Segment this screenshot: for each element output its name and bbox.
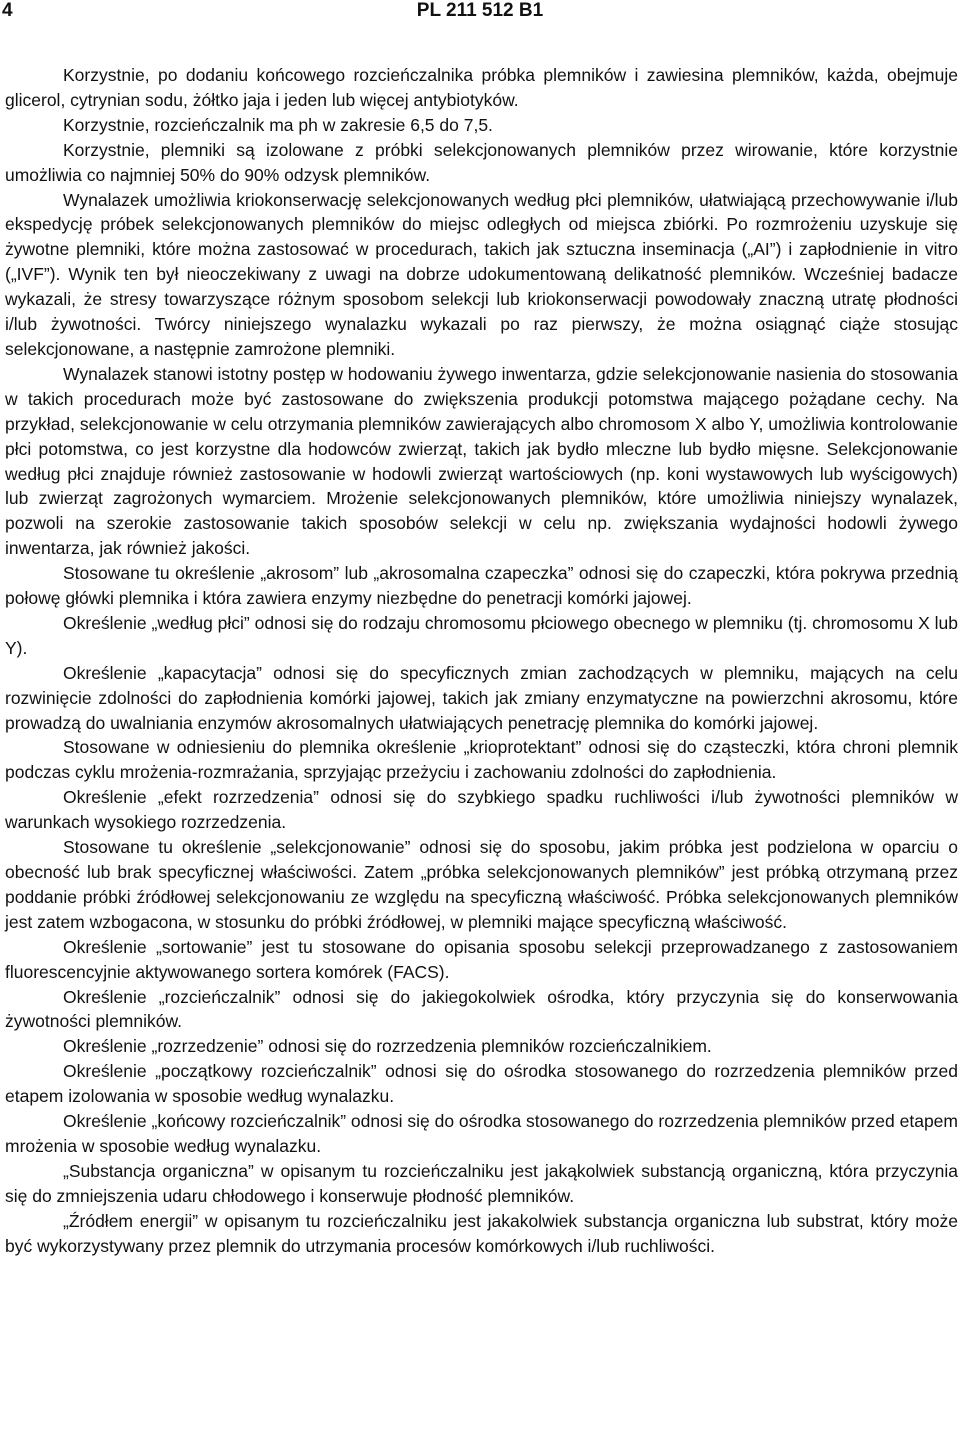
paragraph: Stosowane tu określenie „selekcjonowanie” odnosi się do sposobu, jakim próbka jest podzielona w oparciu o obecność lub brak specyficznej właściwości. Zatem „próbka selekcjonowanych plemników” jest próbką otrzymaną przez poddanie próbki źródłowej selekcjonowaniu ze względu na specyficzną właściwość. Próbka selekcjonowanych plemników jest zatem wzbogacona, w stosunku do próbki źródłowej, w plemniki mające specyficzną właściwość. xyxy=(5,837,958,932)
paragraph: Korzystnie, rozcieńczalnik ma ph w zakresie 6,5 do 7,5. xyxy=(63,114,493,135)
paragraph: Określenie „rozcieńczalnik” odnosi się do jakiegokolwiek ośrodka, który przyczynia się do konserwowania żywotności plemników. xyxy=(5,986,958,1032)
paragraph: Stosowane tu określenie „akrosom” lub „akrosomalna czapeczka” odnosi się do czapeczki, która pokrywa przednią połowę główki plemnika i która zawiera enzymy niezbędne do penetracji komórki jajowej. xyxy=(5,563,958,609)
paragraph: Wynalazek stanowi istotny postęp w hodowaniu żywego inwentarza, gdzie selekcjonowanie nasienia do stosowania w takich procedurach może być zastosowane do zwiększenia produkcji potomstwa mającego pożądane cechy. Na przykład, selekcjonowanie w celu otrzymania plemników zawierających albo chromosom X albo Y, umożliwia kontrolowanie płci potomstwa, co jest korzystne dla hodowców zwierząt, takich jak bydło mleczne lub bydło mięsne. Selekcjonowanie według płci znajduje również zastosowanie w hodowli zwierząt wartościowych (np. koni wystawowych lub wyścigowych) lub zwierząt zagrożonych wymarciem. Mrożenie selekcjonowanych plemników, które umożliwia niniejszy wynalazek, pozwoli na szerokie zastosowanie takich sposobów selekcji w celu np. zwiększania wydajności hodowli żywego inwentarza, jak również jakości. xyxy=(5,363,958,559)
paragraph: „Substancja organiczna” w opisanym tu rozcieńczalniku jest jakąkolwiek substancją organiczną, która przyczynia się do zmniejszenia udaru chłodowego i konserwuje płodność plemników. xyxy=(5,1160,958,1206)
paragraph: Stosowane w odniesieniu do plemnika określenie „krioprotektant” odnosi się do cząsteczki, która chroni plemnik podczas cyklu mrożenia-rozmrażania, sprzyjając przeżyciu i zachowaniu zdolności do zapłodnienia. xyxy=(5,737,958,783)
paragraph: Określenie „według płci” odnosi się do rodzaju chromosomu płciowego obecnego w plemniku (tj. chromosomu X lub Y). xyxy=(5,612,958,658)
paragraph: Określenie „rozrzedzenie” odnosi się do rozrzedzenia plemników rozcieńczalnikiem. xyxy=(63,1036,712,1057)
paragraph: Korzystnie, plemniki są izolowane z próbki selekcjonowanych plemników przez wirowanie, które korzystnie umożliwia co najmniej 50% do 90% odzysk plemników. xyxy=(5,139,958,185)
paragraph: Określenie „kapacytacja” odnosi się do specyficznych zmian zachodzących w plemniku, mających na celu rozwinięcie zdolności do zapłodnienia komórki jajowej, takich jak zmiany enzymatyczne na powierzchni akrosomu, które prowadzą do uwalniania enzymów akrosomalnych ułatwiających penetrację plemnika do komórki jajowej. xyxy=(5,662,958,733)
paragraph: Określenie „końcowy rozcieńczalnik” odnosi się do ośrodka stosowanego do rozrzedzenia plemników przed etapem mrożenia w sposobie według wynalazku. xyxy=(5,1111,958,1156)
paragraph: Określenie „sortowanie” jest tu stosowane do opisania sposobu selekcji przeprowadzanego z zastosowaniem fluorescencyjnie aktywowanego sortera komórek (FACS). xyxy=(5,936,958,982)
document-id: PL 211 512 B1 xyxy=(416,0,544,21)
paragraph: Korzystnie, po dodaniu końcowego rozcieńczalnika próbka plemników i zawiesina plemników, każda, obejmuje glicerol, cytrynian sodu, żółtko jaja i jeden lub więcej antybiotyków. xyxy=(5,65,958,110)
paragraph: Określenie „początkowy rozcieńczalnik” odnosi się do ośrodka stosowanego do rozrzedzenia plemników przed etapem izolowania w sposobie według wynalazku. xyxy=(5,1061,958,1107)
paragraph: „Źródłem energii” w opisanym tu rozcieńczalniku jest jakakolwiek substancja organiczna lub substrat, który może być wykorzystywany przez plemnik do utrzymania procesów komórkowych i/lub ruchliwości. xyxy=(5,1210,958,1256)
document-body xyxy=(5,63,958,1259)
paragraph: Wynalazek umożliwia kriokonserwację selekcjonowanych według płci plemników, ułatwiającą przechowywanie i/lub ekspedycję próbek selekcjonowanych plemników do miejsc odległych od miejsca zbiórki. Po rozmrożeniu uzyskuje się żywotne plemniki, które można zastosować w procedurach, takich jak sztuczna inseminacja („AI”) i zapłodnienie in vitro („IVF”). Wynik ten był nieoczekiwany z uwagi na dobrze udokumentowaną delikatność plemników. Wcześniej badacze wykazali, że stresy towarzyszące różnym sposobom selekcji lub kriokonserwacji powodowały znaczną utratę płodności i/lub żywotności. Twórcy niniejszego wynalazku wykazali po raz pierwszy, że można osiągnąć ciąże stosując selekcjonowane, a następnie zamrożone plemniki. xyxy=(5,189,958,359)
paragraph: Określenie „efekt rozrzedzenia” odnosi się do szybkiego spadku ruchliwości i/lub żywotności plemników w warunkach wysokiego rozrzedzenia. xyxy=(5,787,958,833)
page-number: 4 xyxy=(2,0,13,21)
